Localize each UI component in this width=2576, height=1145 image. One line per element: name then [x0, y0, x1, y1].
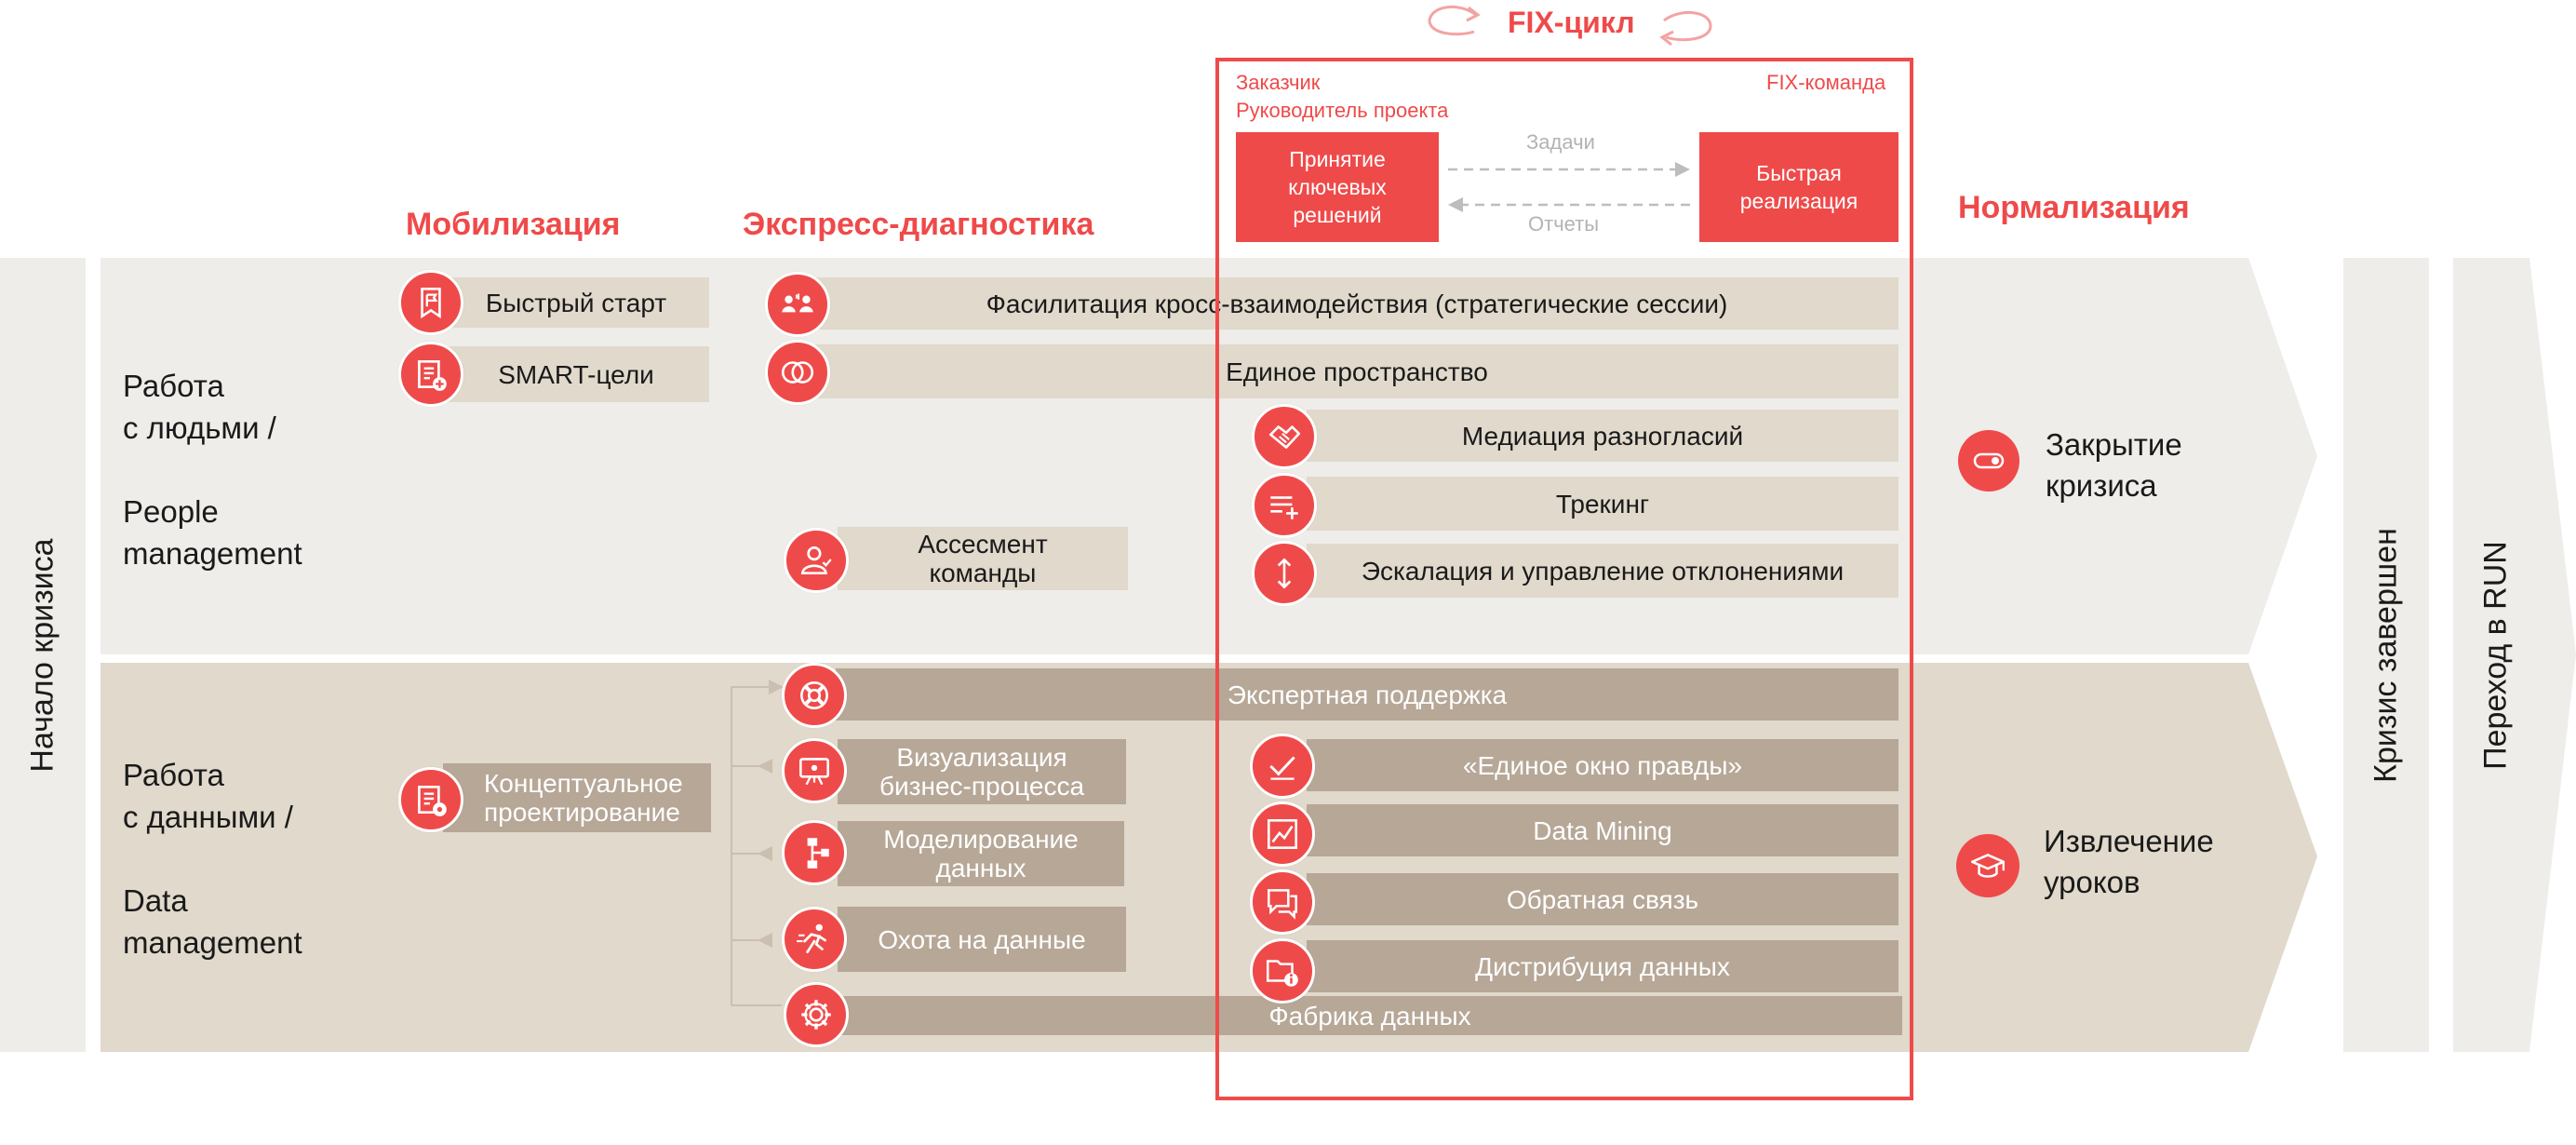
clipboard-plus-icon	[398, 342, 463, 407]
presentation-icon	[782, 738, 847, 803]
pill-mediation[interactable]: Медиация разногласий	[1307, 410, 1898, 462]
lifebuoy-icon	[782, 663, 847, 728]
pill-team-assessment[interactable]: Ассесмент команды	[838, 527, 1128, 590]
reports-label: Отчеты	[1528, 212, 1600, 236]
people-row-label: Работа с людьми / People management	[123, 369, 302, 571]
stage-express-diagnostics: Экспресс-диагностика	[743, 207, 1094, 242]
run-label: Переход в RUN	[2477, 540, 2514, 770]
hierarchy-icon	[782, 820, 847, 885]
fast-implementation-box: Быстрая реализация	[1699, 132, 1898, 242]
pill-tracking[interactable]: Трекинг	[1307, 477, 1898, 531]
graduation-cap-icon	[1956, 834, 2019, 897]
gear-icon	[784, 982, 849, 1047]
pill-process-visualization[interactable]: Визуализация бизнес-процесса	[838, 739, 1126, 804]
toggle-icon	[1958, 430, 2019, 492]
crisis-finished-label-box	[2343, 258, 2429, 1052]
outcome-crisis-close: Закрытие кризиса	[2046, 427, 2182, 503]
pill-escalation[interactable]: Эскалация и управление отклонениями	[1307, 544, 1898, 598]
stage-mobilization: Мобилизация	[406, 207, 621, 242]
cycle-right-icon	[1653, 4, 1718, 50]
data-row-label: Работа с данными / Data management	[123, 758, 302, 960]
pill-data-modeling[interactable]: Моделирование данных	[838, 821, 1124, 886]
cycle-left-icon	[1422, 0, 1487, 47]
crisis-finished-label: Кризис завершен	[2368, 527, 2404, 783]
pill-data-mining[interactable]: Data Mining	[1307, 804, 1898, 856]
flag-badge-icon	[398, 270, 463, 335]
pill-data-hunting[interactable]: Охота на данные	[838, 907, 1126, 972]
meeting-icon	[765, 272, 830, 337]
fix-customer-label: Заказчик	[1236, 71, 1321, 94]
pill-single-truth[interactable]: «Единое окно правды»	[1307, 739, 1898, 791]
crisis-start-label-box	[0, 258, 86, 1052]
crisis-start-label: Начало кризиса	[24, 537, 60, 773]
fix-manager-label: Руководитель проекта	[1236, 99, 1449, 122]
key-decisions-box: Принятие ключевых решений	[1236, 132, 1439, 242]
pill-data-factory[interactable]: Фабрика данных	[838, 996, 1902, 1035]
pill-data-distribution[interactable]: Дистрибуция данных	[1307, 940, 1898, 992]
pill-quick-start[interactable]: Быстрый старт	[443, 277, 709, 328]
person-check-icon	[784, 528, 849, 593]
pill-smart-goals[interactable]: SMART-цели	[443, 346, 709, 402]
cycle-title: FIX-цикл	[1508, 6, 1635, 39]
pill-expert-support[interactable]: Экспертная поддержка	[836, 668, 1898, 721]
fix-team-label: FIX-команда	[1766, 71, 1886, 94]
pill-conceptual-design[interactable]: Концептуальное проектирование	[443, 763, 711, 832]
tasks-label: Задачи	[1526, 130, 1595, 154]
outcome-lessons: Извлечение уроков	[2044, 824, 2214, 899]
clipboard-gear-icon	[398, 767, 463, 832]
runner-icon	[782, 907, 847, 972]
pill-single-space[interactable]: Единое пространство	[815, 344, 1898, 398]
run-label-box	[2453, 258, 2539, 1052]
stage-normalization: Нормализация	[1958, 190, 2190, 225]
overlap-circles-icon	[765, 340, 830, 405]
pill-feedback[interactable]: Обратная связь	[1307, 873, 1898, 925]
pill-facilitation[interactable]: Фасилитация кросс-взаимодействия (стратегические сессии)	[815, 277, 1898, 330]
